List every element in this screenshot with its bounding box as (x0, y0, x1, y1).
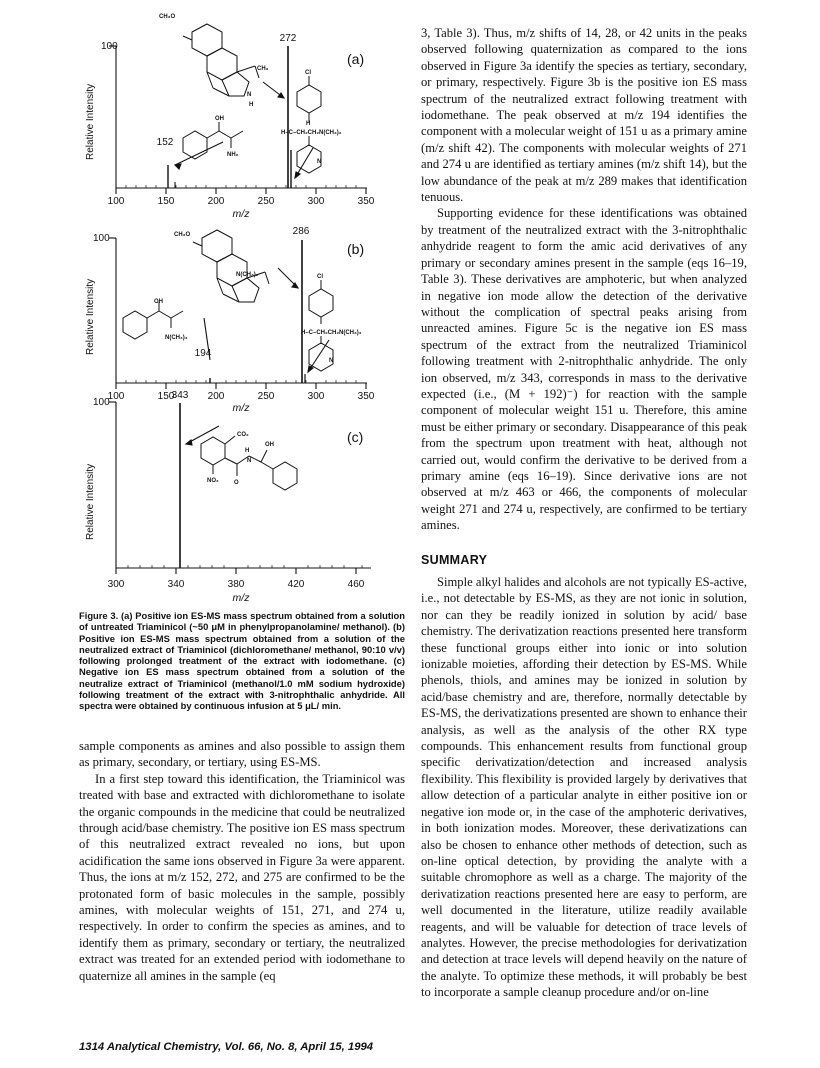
panel-b-x-major-ticks (116, 383, 366, 389)
struct-label: OH (154, 299, 163, 305)
paragraph: Simple alkyl halides and alcohols are not typically ES-active, i.e., not detectable by ES-MS, as they are not ionic in solution, nor can they be readily ionized in solution by acid/ base chemistry. The derivatization reactions presented here transform these functional groups either into ionic or into solution ionizable moieties, affording their detection by ES-MS. While phenols, thiols, and amines may be ionized in solution by acid/base chemistry and are, therefore, normally detectable by ES-MS, the derivatizations presented are shown to enhance their analysis, as well as the analysis of the other RX type compounds. This enhancement results from functional group specific derivatization/detection and increased analysis flexibility. This flexibility is provided largely by derivatives that allow detection of a particular analyte in either positive ion or negative ion mode or, in the case of the amphoteric derivatives, in both ionization modes. Moreover, these derivatizations can also be chosen to enhance other methods of detection, such as on-line optical detection, by providing the analyte with a suitable chromophore as well as a charge. The majority of the derivatization reactions presented here are easy to perform, are well documented in the literature, utilize readily available reagents, and will be valuable for detection of trace levels of analytes. However, the precise methodologies for derivatization and detection at trace levels will depend heavily on the nature of the analyte. To optimize these methods, it will probably be best to incorporate a sample cleanup procedure and/or on-line (421, 575, 747, 1000)
left-column (79, 738, 405, 984)
struct-label: N(CH₃)₃ (165, 335, 188, 341)
struct-label: N (329, 358, 334, 364)
struct-label: CH₃O (159, 14, 176, 20)
panel-b-label: (b) (347, 241, 365, 257)
panel-a (109, 24, 367, 194)
struct-label: NO₂ (207, 478, 219, 484)
panel-c-ylabel: Relative Intensity (85, 463, 96, 540)
struct-label: OH (215, 116, 224, 122)
panel-c-xtick: 420 (287, 579, 305, 590)
section-heading: SUMMARY (421, 552, 488, 567)
panel-b-xtick: 200 (207, 391, 225, 402)
structure-ppa-b (123, 302, 183, 339)
panel-b (109, 230, 367, 389)
panel-a-peak-label: 152 (156, 137, 174, 148)
panel-b-xtick: 150 (157, 391, 175, 402)
panel-c-xtick: 300 (107, 579, 125, 590)
struct-label: CH₃ (257, 66, 269, 72)
page-footer: 1314 Analytical Chemistry, Vol. 66, No. 8, April 15, 1994 (79, 1041, 374, 1053)
panel-c-x-major-ticks (116, 568, 356, 574)
panel-b-xlabel: m/z (232, 402, 250, 414)
paragraph: sample components as amines and also possible to assign them as primary, secondary, or tertiary, using ES-MS. (79, 739, 405, 770)
struct-label: Cl (317, 274, 323, 280)
struct-label: CH₃O (174, 232, 191, 238)
paragraph: Supporting evidence for these identifications was obtained by treatment of the neutralized extract with the 3-nitrophthalic anhydride reagent to form the amic acid derivatives of any primary or secondary amines present in the sample (eqs 16–19, Table 3). These derivatives are amphoteric, but when analyzed in negative ion mode allow the detection of the derivative without the complication of spectral peaks arising from unreacted amines. Figure 5c is the negative ion ES mass spectrum of the extract from the neutralized Triaminicol following treatment with 2-nitrophthalic anhydride. The only ion observed, m/z 343, corresponds in mass to the derivative expected (i.e., (M + 192)⁻) for reaction with the sample component of molecular weight 151 u. Therefore, this amine must be either primary or secondary. Disappearance of this peak from the spectrum upon treatment with heat, although not carried out, would confirm the derivative to be derived from a primary amine (eqs 16–19). Since derivative ions are not observed at m/z 463 or 466, the components of molecular weight 271 and 274 u, respectively, are confirmed to be tertiary amines. (421, 206, 747, 533)
structure-morphinan-a (183, 24, 259, 96)
panel-b-peak-label: 194 (194, 348, 212, 359)
panel-b-peak-label: 286 (292, 226, 310, 237)
figure-3 (79, 0, 409, 606)
panel-c-xlabel: m/z (232, 592, 250, 604)
panel-c-y-tick-label: 100 (93, 397, 110, 408)
panel-a-label: (a) (347, 51, 365, 67)
caption-label: Figure 3. (79, 610, 119, 621)
struct-label: N (247, 92, 252, 98)
panel-a-xtick: 150 (157, 196, 175, 207)
struct-label: CO₂ (237, 432, 249, 438)
right-column (421, 25, 747, 1001)
panel-a-xtick: 200 (207, 196, 225, 207)
panel-c-xtick: 340 (167, 579, 185, 590)
panel-a-x-major-ticks (116, 188, 366, 194)
panel-a-y-tick-label: 100 (101, 41, 118, 52)
panel-a-xlabel: m/z (232, 208, 250, 220)
spectra-figure (79, 0, 409, 606)
panel-b-xtick: 350 (357, 391, 375, 402)
struct-label: H–C–CH₂CH₂N(CH₃)₃ (301, 330, 362, 336)
struct-label: O (234, 480, 239, 486)
panel-b-xtick: 300 (307, 391, 325, 402)
struct-label: OH (265, 442, 274, 448)
struct-label: H (249, 102, 254, 108)
struct-label: N (317, 159, 322, 165)
panel-a-xtick: 100 (107, 196, 125, 207)
panel-a-xtick: 300 (307, 196, 325, 207)
paragraph: In a first step toward this identification, the Triaminicol was treated with base and extracted with dichloromethane to isolate the organic compounds in the medicine that could be neutralized through acid/base chemistry. The positive ion ES mass spectrum of this neutralized extract revealed no ions, but upon acidification the same ions observed in Figure 3a were apparent. Thus, the ions at m/z 152, 272, and 275 are confirmed to be the protonated form of basic molecules in the sample, possibly amines, with molecular weights of 151, 271, and 274 u, respectively. In order to confirm the species as amines, and to identify them as primary, secondary or tertiary, the neutralized extract was treated for an extended period with iodomethane to quaternize all amines in the sample (eq (79, 771, 405, 983)
panel-c-label: (c) (347, 429, 364, 445)
struct-label: N(CH₃)₂ (236, 272, 259, 278)
struct-label: H (245, 448, 250, 454)
struct-label: Cl (305, 70, 311, 76)
caption-text: (a) Positive ion ES-MS mass spectrum obtained from a solution of untreated Triaminicol (~50 μM in phenylpropanolamine/ methanol). (b) Positive ion ES-MS mass spectrum obtained from a solution of the neutralized extract of Triaminicol (dichloromethane/ methanol, 90:10 v/v) following prolonged treatment of the extract with iodomethane. (c) Negative ion ES mass spectrum obtained from a solution of the neutralize extract of Triaminicol (methanol/1.0 mM sodium hydroxide) following treatment of the extract with 3-nitrophthalic anhydride. All spectra were obtained by continuous infusion at 5 μL/ min. (79, 610, 405, 712)
arrow-152 (175, 142, 223, 165)
panel-b-y-tick-label: 100 (93, 233, 110, 244)
panel-a-ylabel: Relative Intensity (85, 83, 96, 160)
struct-label: H (306, 121, 311, 127)
struct-label: NH₂ (227, 152, 239, 158)
struct-label: H–C–CH₂CH₂N(CH₃)₂ (281, 130, 342, 136)
panel-c-xtick: 380 (227, 579, 245, 590)
struct-label: N (247, 458, 252, 464)
panel-b-xtick: 250 (257, 391, 275, 402)
panel-b-xtick: 100 (107, 391, 125, 402)
panel-a-xtick: 250 (257, 196, 275, 207)
figure-caption (79, 610, 405, 712)
panel-c (109, 402, 371, 574)
panel-a-peak-label: 272 (279, 33, 297, 44)
panel-a-xtick: 350 (357, 196, 375, 207)
structure-morphinan-b (193, 230, 269, 302)
panel-c-xtick: 460 (347, 579, 365, 590)
panel-c-peak-label: 343 (171, 390, 189, 401)
paragraph: 3, Table 3). Thus, m/z shifts of 14, 28, or 42 units in the peaks observed following quaternization as compared to the ions observed in Figure 3a identify the species as tertiary, secondary, or primary, respectively. Figure 3b is the positive ion ES mass spectrum of the neutralized extract following treatment with iodomethane. The peak observed at m/z 194 identifies the component with a molecular weight of 151 u as a primary amine (m/z shift 42). The components with molecular weights of 271 and 274 u are identified as tertiary amines (m/z shift 14), but the low abundance of the peak at m/z 289 makes that identification tenuous. (421, 26, 747, 205)
panel-b-ylabel: Relative Intensity (85, 278, 96, 355)
